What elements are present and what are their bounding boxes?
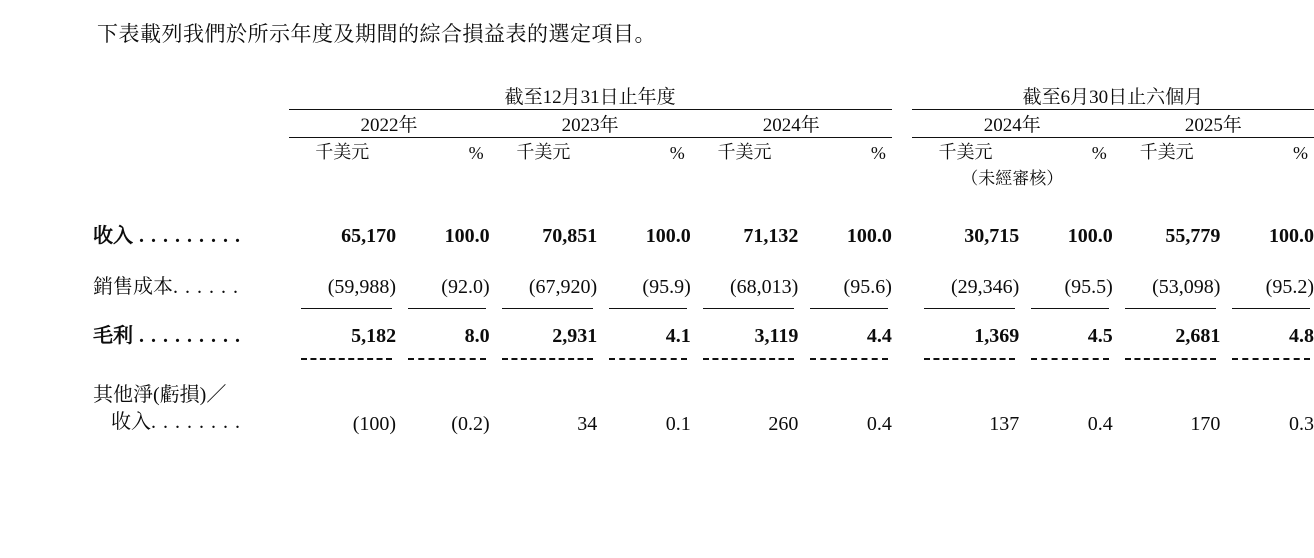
financial-summary-table	[93, 82, 1314, 436]
unit-percent-2022: %	[468, 143, 484, 163]
table-row	[93, 219, 1314, 248]
unit-header-row	[93, 138, 1314, 164]
cell-cost-2022-percent: (92.0)	[441, 276, 490, 298]
cell-revenue-2022-percent: 100.0	[444, 225, 490, 247]
row-label-revenue: 收入 . . . . . . . . .	[93, 225, 241, 247]
table-row	[93, 382, 1314, 436]
unit-percent-2023: %	[669, 143, 685, 163]
cell-revenue-2023-amount: 70,851	[542, 225, 598, 247]
unit-amount-2022: 千美元	[315, 142, 370, 162]
intro-paragraph: 下表載列我們於所示年度及期間的綜合損益表的選定項目。	[97, 22, 656, 46]
cell-cost-2023-percent: (95.9)	[642, 276, 691, 298]
cell-other-2024-percent: 0.4	[866, 413, 892, 435]
cell-gross-2024-percent: 4.4	[866, 325, 892, 347]
cell-gross-2022-amount: 5,182	[351, 325, 397, 347]
cell-cost-interim2025-amount: (53,098)	[1152, 276, 1221, 298]
cell-gross-2024-amount: 3,119	[754, 325, 799, 347]
group-header-row	[93, 82, 1314, 110]
row-label-gross-profit: 毛利 . . . . . . . . .	[93, 325, 241, 347]
spacer	[93, 189, 1314, 219]
cell-cost-interim2024-percent: (95.5)	[1064, 276, 1113, 298]
cell-cost-2024-amount: (68,013)	[730, 276, 799, 298]
spacer	[93, 360, 1314, 382]
cell-revenue-2024-amount: 71,132	[743, 225, 799, 247]
unit-percent-interim-2024: %	[1091, 143, 1107, 163]
cell-other-interim2025-amount: 170	[1190, 413, 1221, 435]
group-header-interim: 截至6月30日止六個月	[1022, 87, 1204, 108]
cell-gross-2022-percent: 8.0	[464, 325, 490, 347]
spacer	[93, 309, 1314, 319]
cell-gross-interim2024-amount: 1,369	[974, 325, 1020, 347]
unit-percent-interim-2025: %	[1293, 143, 1308, 163]
table-row	[93, 270, 1314, 299]
unit-amount-2024: 千美元	[717, 142, 772, 162]
cell-revenue-2022-amount: 65,170	[341, 225, 397, 247]
cell-other-interim2024-percent: 0.4	[1087, 413, 1113, 435]
cell-other-2023-percent: 0.1	[665, 413, 691, 435]
cell-revenue-interim2025-percent: 100.0	[1269, 225, 1314, 247]
table-row	[93, 319, 1314, 348]
cell-revenue-2024-percent: 100.0	[846, 225, 892, 247]
group-header-annual: 截至12月31日止年度	[504, 87, 676, 108]
year-header-2022: 2022年	[360, 115, 418, 136]
cell-revenue-2023-percent: 100.0	[645, 225, 691, 247]
cell-revenue-interim2024-amount: 30,715	[964, 225, 1020, 247]
cell-gross-interim2025-percent: 4.8	[1289, 325, 1314, 347]
cell-gross-2023-amount: 2,931	[552, 325, 598, 347]
year-header-row	[93, 110, 1314, 138]
cell-other-2022-percent: (0.2)	[451, 413, 490, 435]
cell-revenue-interim2025-amount: 55,779	[1165, 225, 1221, 247]
unit-amount-2023: 千美元	[516, 142, 571, 162]
unit-amount-interim-2024: 千美元	[938, 142, 993, 162]
cell-other-interim2024-amount: 137	[989, 413, 1020, 435]
cell-gross-2023-percent: 4.1	[665, 325, 691, 347]
cell-cost-interim2025-percent: (95.2)	[1265, 276, 1314, 298]
unit-percent-2024: %	[870, 143, 886, 163]
cell-gross-interim2024-percent: 4.5	[1087, 325, 1113, 347]
year-header-interim-2025: 2025年	[1184, 115, 1242, 136]
subtotal-rule-row	[93, 299, 1314, 309]
cell-other-2022-amount: (100)	[352, 413, 397, 435]
cell-cost-2023-amount: (67,920)	[528, 276, 598, 298]
row-label-other-net: 其他淨(虧損)／ 收入. . . . . . . .	[93, 384, 241, 433]
cell-gross-interim2025-amount: 2,681	[1175, 325, 1221, 347]
cell-cost-2024-percent: (95.6)	[843, 276, 892, 298]
dashed-rule-row	[93, 348, 1314, 360]
cell-cost-interim2024-amount: (29,346)	[950, 276, 1020, 298]
year-header-2024: 2024年	[762, 115, 820, 136]
cell-other-2024-amount: 260	[768, 413, 799, 435]
cell-other-interim2025-percent: 0.3	[1289, 413, 1314, 435]
year-header-2023: 2023年	[561, 115, 619, 136]
year-header-interim-2024: 2024年	[983, 115, 1041, 136]
cell-revenue-interim2024-percent: 100.0	[1067, 225, 1113, 247]
cell-other-2023-amount: 34	[577, 413, 598, 435]
unit-amount-interim-2025: 千美元	[1139, 142, 1194, 162]
spacer	[93, 248, 1314, 270]
unaudited-note-row	[93, 164, 1314, 189]
unaudited-note: （未經審核）	[961, 169, 1064, 188]
cell-cost-2022-amount: (59,988)	[327, 276, 397, 298]
row-label-cost-of-sales: 銷售成本. . . . . .	[93, 276, 239, 298]
